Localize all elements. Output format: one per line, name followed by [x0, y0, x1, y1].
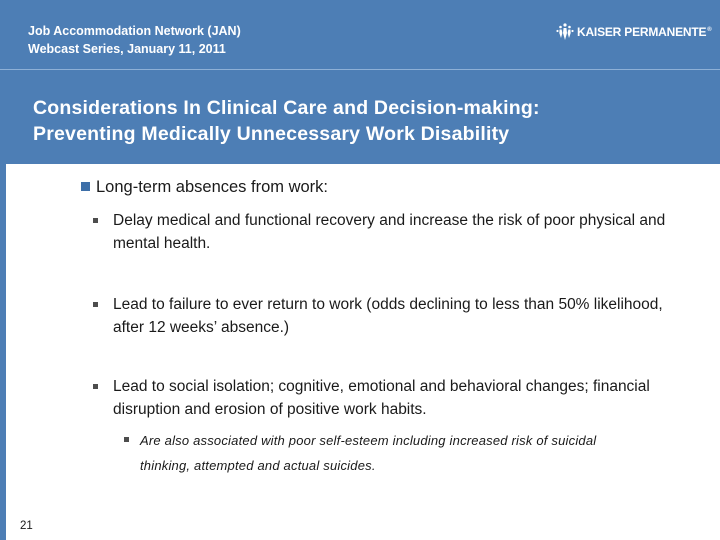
slide-title	[33, 95, 693, 147]
title-line-1: Considerations In Clinical Care and Decision-making:	[33, 97, 540, 119]
main-bullet	[81, 178, 328, 197]
header-subtitle: Webcast Series, January 11, 2011	[28, 42, 226, 56]
small-square-bullet-icon	[93, 218, 98, 223]
sub-bullet	[93, 293, 693, 339]
sub-bullet	[93, 209, 693, 255]
kaiser-permanente-logo	[555, 22, 712, 42]
header	[28, 22, 241, 58]
logo-text: KAISER PERMANENTE®	[577, 25, 712, 39]
sub-bullet-text: Delay medical and functional recovery and increase the risk of poor physical and mental health.	[113, 212, 666, 252]
sub-bullet-text: Lead to failure to ever return to work (odds declining to less than 50% likelihood, after 12 weeks’ absence.)	[113, 296, 663, 336]
small-square-bullet-icon	[93, 384, 98, 389]
main-bullet-text: Long-term absences from work:	[96, 178, 329, 196]
square-bullet-icon	[81, 182, 90, 191]
header-divider	[0, 69, 720, 70]
small-square-bullet-icon	[124, 437, 129, 442]
sub-sub-bullet-text: Are also associated with poor self-esteem including increased risk of suicidal thinking, attempted and actual suicides.	[140, 433, 597, 473]
small-square-bullet-icon	[93, 302, 98, 307]
sub-sub-bullet	[124, 428, 644, 478]
sub-bullet-text: Lead to social isolation; cognitive, emotional and behavioral changes; financial disruption and erosion of positive work habits.	[113, 378, 650, 418]
sub-bullet	[93, 375, 693, 421]
header-title: Job Accommodation Network (JAN)	[28, 24, 241, 38]
page-number: 21	[20, 520, 33, 532]
kaiser-permanente-logo-icon	[555, 22, 575, 42]
title-line-2: Preventing Medically Unnecessary Work Disability	[33, 123, 510, 145]
